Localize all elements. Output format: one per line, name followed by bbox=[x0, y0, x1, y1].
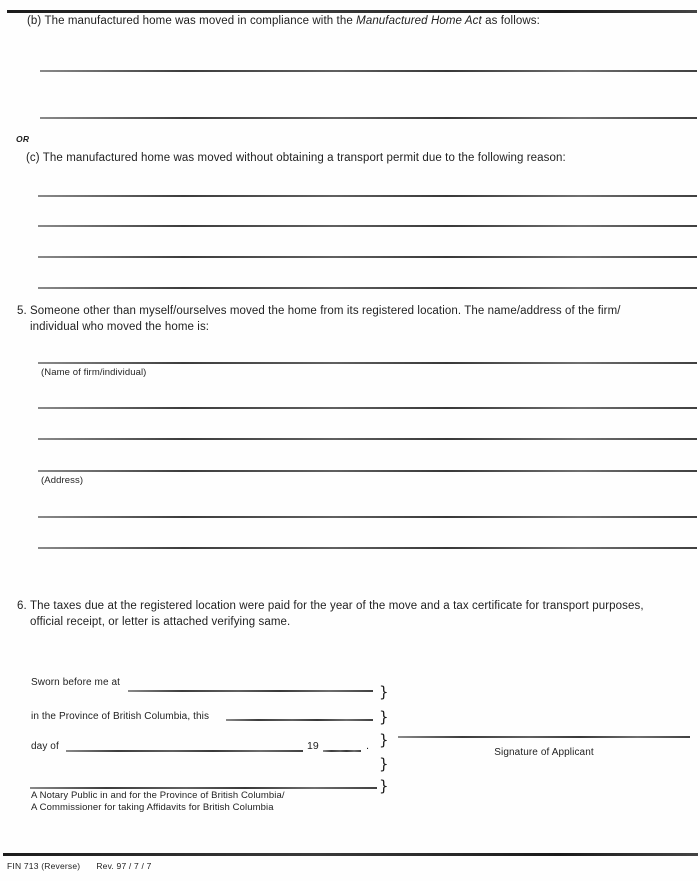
footer-text bbox=[7, 861, 152, 871]
firm-name-write-line[interactable] bbox=[38, 407, 697, 409]
item-5-statement bbox=[17, 303, 621, 335]
signature-label-wrap bbox=[398, 742, 690, 760]
brace-icon: } bbox=[379, 777, 389, 795]
section-b-write-line[interactable] bbox=[40, 70, 697, 72]
firm-name-write-line[interactable] bbox=[38, 438, 697, 440]
notary-capacity-text bbox=[31, 790, 285, 813]
act-title-italic: Manufactured Home Act bbox=[356, 15, 482, 27]
date-this-write-line[interactable] bbox=[226, 719, 373, 721]
section-c-write-line[interactable] bbox=[38, 195, 697, 197]
item-6-statement bbox=[17, 598, 644, 630]
item-5-number: 5. bbox=[17, 305, 27, 317]
or-label: OR bbox=[16, 134, 30, 144]
year-write-line[interactable] bbox=[323, 750, 361, 752]
firm-name-field-top-line[interactable] bbox=[38, 362, 697, 364]
sworn-location-write-line[interactable] bbox=[128, 690, 373, 692]
item-6-line2: official receipt, or letter is attached verifying same. bbox=[30, 616, 291, 628]
applicant-signature-write-line[interactable] bbox=[398, 736, 690, 738]
item-6-line1: The taxes due at the registered location were paid for the year of the move and a tax certificate for transport purposes, bbox=[30, 600, 644, 612]
section-c-write-line[interactable] bbox=[38, 287, 697, 289]
brace-icon: } bbox=[379, 708, 389, 726]
address-write-line[interactable] bbox=[38, 516, 697, 518]
item-6-number: 6. bbox=[17, 600, 27, 612]
sworn-before-label: Sworn before me at bbox=[31, 677, 121, 688]
section-b-text-pre: The manufactured home was moved in compliance with the bbox=[44, 15, 357, 27]
notary-signature-write-line[interactable] bbox=[30, 787, 377, 789]
section-b-statement bbox=[27, 13, 540, 29]
signature-of-applicant-label: Signature of Applicant bbox=[494, 747, 594, 758]
footer-divider bbox=[3, 853, 698, 856]
month-write-line[interactable] bbox=[66, 750, 303, 752]
brace-icon: } bbox=[379, 755, 389, 773]
section-c-statement bbox=[26, 150, 566, 166]
section-c-text: The manufactured home was moved without obtaining a transport permit due to the following reason: bbox=[42, 152, 566, 164]
item-5-line2: individual who moved the home is: bbox=[30, 321, 210, 333]
brace-icon: } bbox=[379, 731, 389, 749]
item-5-line1: Someone other than myself/ourselves moved the home from its registered location. The name/address of the firm/ bbox=[30, 305, 621, 317]
year-prefix: 19 bbox=[307, 740, 319, 752]
firm-name-field-label: (Name of firm/individual) bbox=[41, 367, 147, 378]
address-write-line[interactable] bbox=[38, 547, 697, 549]
revision-number: Rev. 97 / 7 / 7 bbox=[96, 861, 152, 871]
section-c-write-line[interactable] bbox=[38, 256, 697, 258]
notary-line-2: A Commissioner for taking Affidavits for British Columbia bbox=[31, 801, 274, 813]
period-mark: . bbox=[366, 740, 370, 752]
brace-icon: } bbox=[379, 683, 389, 701]
day-of-label: day of bbox=[31, 741, 59, 752]
section-c-label: (c) bbox=[26, 152, 43, 164]
address-field-top-line[interactable] bbox=[38, 470, 697, 472]
address-field-label: (Address) bbox=[41, 475, 84, 486]
section-b-write-line[interactable] bbox=[40, 117, 697, 119]
form-number: FIN 713 (Reverse) bbox=[7, 861, 81, 871]
province-label: in the Province of British Columbia, this bbox=[31, 711, 210, 722]
notary-line-1: A Notary Public in and for the Province of British Columbia/ bbox=[31, 790, 285, 801]
section-b-text-post: as follows: bbox=[481, 15, 540, 27]
section-c-write-line[interactable] bbox=[38, 225, 697, 227]
section-b-label: (b) bbox=[27, 15, 45, 27]
